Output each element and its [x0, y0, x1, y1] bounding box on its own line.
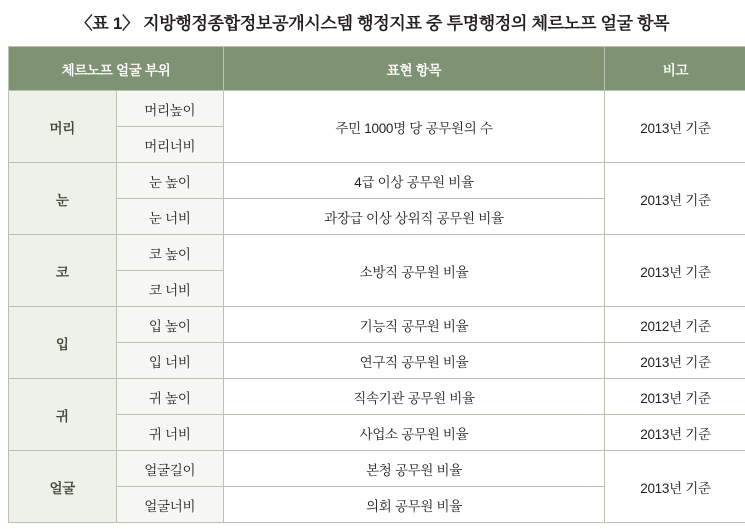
face-part-sub: 코 높이	[116, 235, 224, 271]
indicator-note: 2013년 기준	[605, 379, 745, 415]
indicator-item: 소방직 공무원 비율	[224, 235, 605, 307]
indicator-item: 4급 이상 공무원 비율	[224, 163, 605, 199]
table-row	[9, 307, 745, 343]
indicator-note: 2013년 기준	[605, 91, 745, 163]
table-row	[9, 379, 745, 415]
chernoff-face-indicator-table	[8, 46, 745, 523]
indicator-item: 본청 공무원 비율	[224, 451, 605, 487]
face-part-group: 얼굴	[9, 451, 117, 523]
face-part-sub: 눈 너비	[116, 199, 224, 235]
indicator-note: 2013년 기준	[605, 235, 745, 307]
table-row	[9, 163, 745, 199]
column-header-item: 표현 항목	[224, 47, 605, 91]
face-part-sub: 머리높이	[116, 91, 224, 127]
table-body	[9, 91, 745, 523]
indicator-note: 2013년 기준	[605, 343, 745, 379]
indicator-item: 의회 공무원 비율	[224, 487, 605, 523]
face-part-group: 머리	[9, 91, 117, 163]
indicator-note: 2013년 기준	[605, 415, 745, 451]
face-part-sub: 코 너비	[116, 271, 224, 307]
face-part-sub: 얼굴길이	[116, 451, 224, 487]
table-row	[9, 91, 745, 127]
indicator-item: 사업소 공무원 비율	[224, 415, 605, 451]
column-header-note: 비고	[605, 47, 745, 91]
face-part-group: 귀	[9, 379, 117, 451]
face-part-sub: 입 높이	[116, 307, 224, 343]
table-row	[9, 451, 745, 487]
column-header-part: 체르노프 얼굴 부위	[9, 47, 224, 91]
indicator-item: 기능직 공무원 비율	[224, 307, 605, 343]
table-row	[9, 235, 745, 271]
face-part-sub: 눈 높이	[116, 163, 224, 199]
face-part-sub: 머리너비	[116, 127, 224, 163]
face-part-sub: 귀 너비	[116, 415, 224, 451]
indicator-item: 직속기관 공무원 비율	[224, 379, 605, 415]
indicator-note: 2012년 기준	[605, 307, 745, 343]
face-part-group: 입	[9, 307, 117, 379]
table-header	[9, 47, 745, 91]
indicator-item: 주민 1000명 당 공무원의 수	[224, 91, 605, 163]
face-part-sub: 얼굴너비	[116, 487, 224, 523]
table-row	[9, 415, 745, 451]
face-part-sub: 귀 높이	[116, 379, 224, 415]
indicator-item: 연구직 공무원 비율	[224, 343, 605, 379]
indicator-note: 2013년 기준	[605, 163, 745, 235]
indicator-item: 과장급 이상 상위직 공무원 비율	[224, 199, 605, 235]
face-part-group: 눈	[9, 163, 117, 235]
table-header-row	[9, 47, 745, 91]
indicator-note: 2013년 기준	[605, 451, 745, 523]
table-row	[9, 343, 745, 379]
face-part-sub: 입 너비	[116, 343, 224, 379]
face-part-group: 코	[9, 235, 117, 307]
table-caption: 〈표 1〉 지방행정종합정보공개시스템 행정지표 중 투명행정의 체르노프 얼굴 항목	[75, 14, 670, 33]
